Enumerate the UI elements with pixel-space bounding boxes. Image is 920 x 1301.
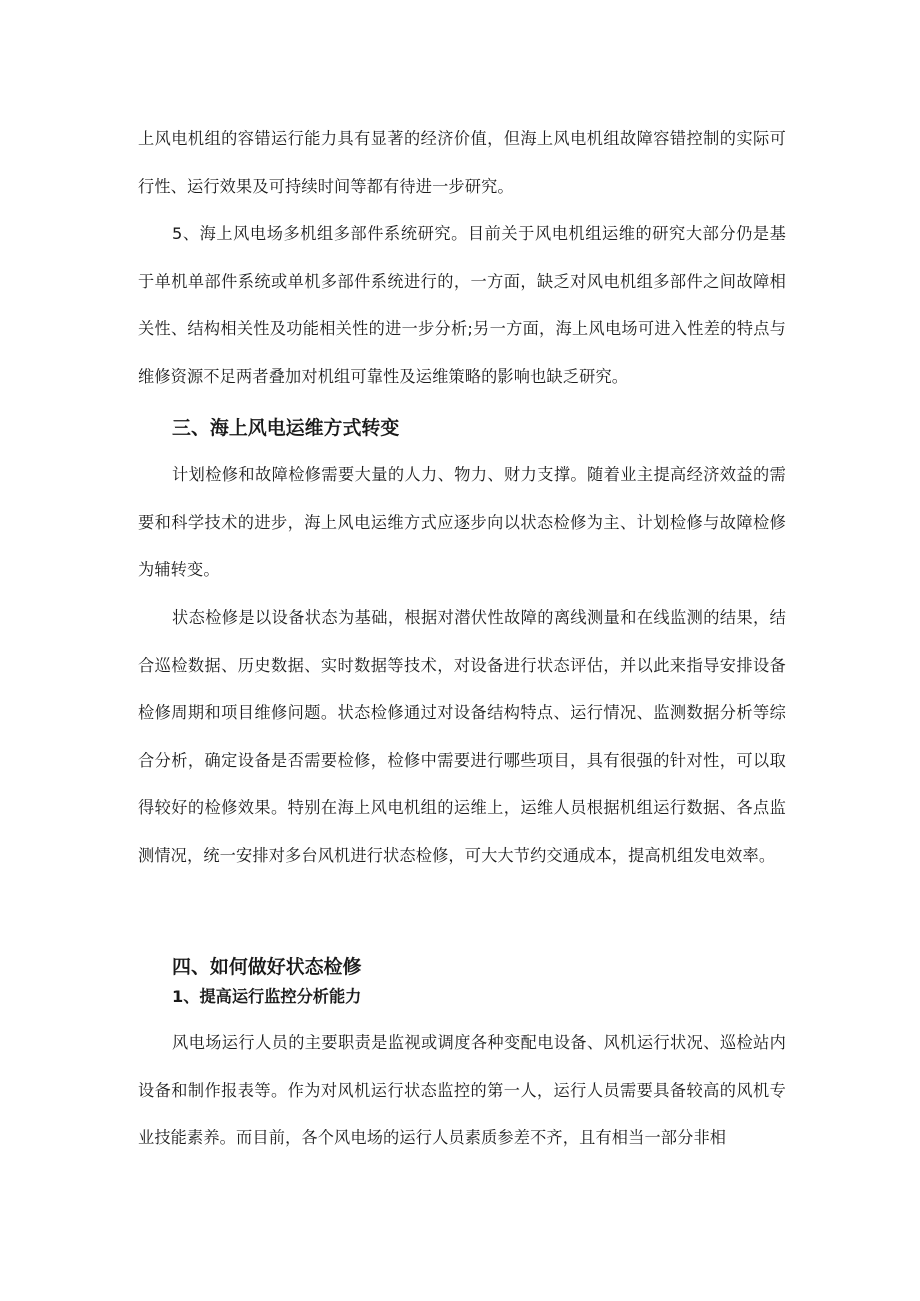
heading-block-4 xyxy=(138,952,786,982)
paragraph-block-4 xyxy=(138,594,786,879)
paragraph-operations-staff: 风电场运行人员的主要职责是监视或调度各种变配电设备、风机运行状况、巡检站内设备和制作报表等。作为对风机运行状态监控的第一人，运行人员需要具备较高的风机专业技能素养。而目前，各个风电场的运行人员素质参差不齐，且有相当一部分非相 xyxy=(138,1033,786,1147)
paragraph-condition-maintenance: 状态检修是以设备状态为基础，根据对潜伏性故障的离线测量和在线监测的结果，结合巡检数据、历史数据、实时数据等技术，对设备进行状态评估，并以此来指导安排设备检修周期和项目维修问题。状态检修通过对设备结构特点、运行情况、监测数据分析等综合分析，确定设备是否需要检修，检修中需要进行哪些项目，具有很强的针对性，可以取得较好的检修效果。特别在海上风电机组的运维上，运维人员根据机组运行数据、各点监测情况，统一安排对多台风机进行状态检修，可大大节约交通成本，提高机组发电效率。 xyxy=(138,608,786,865)
paragraph-block-2 xyxy=(138,210,786,400)
subheading-block-4-1 xyxy=(138,982,786,1012)
paragraph-maintenance-shift: 计划检修和故障检修需要大量的人力、物力、财力支撑。随着业主提高经济效益的需要和科学技术的进步，海上风电运维方式应逐步向以状态检修为主、计划检修与故障检修为辅转变。 xyxy=(138,465,786,579)
paragraph-multi-unit-research: 5、海上风电场多机组多部件系统研究。目前关于风电机组运维的研究大部分仍是基于单机单部件系统或单机多部件系统进行的，一方面，缺乏对风电机组多部件之间故障相关性、结构相关性及功能相关性的进一步分析;另一方面，海上风电场可进入性差的特点与维修资源不足两者叠加对机组可靠性及运维策略的影响也缺乏研究。 xyxy=(138,224,786,386)
paragraph-block-1 xyxy=(138,115,786,210)
subsection-heading-4-1: 1、提高运行监控分析能力 xyxy=(172,987,362,1006)
paragraph-continuation: 上风电机组的容错运行能力具有显著的经济价值，但海上风电机组故障容错控制的实际可行性、运行效果及可持续时间等都有待进一步研究。 xyxy=(138,129,786,196)
section-heading-4: 四、如何做好状态检修 xyxy=(172,956,362,978)
paragraph-block-3 xyxy=(138,451,786,594)
paragraph-block-5 xyxy=(138,1019,786,1162)
heading-block-3 xyxy=(138,413,786,443)
section-heading-3: 三、海上风电运维方式转变 xyxy=(172,417,400,439)
